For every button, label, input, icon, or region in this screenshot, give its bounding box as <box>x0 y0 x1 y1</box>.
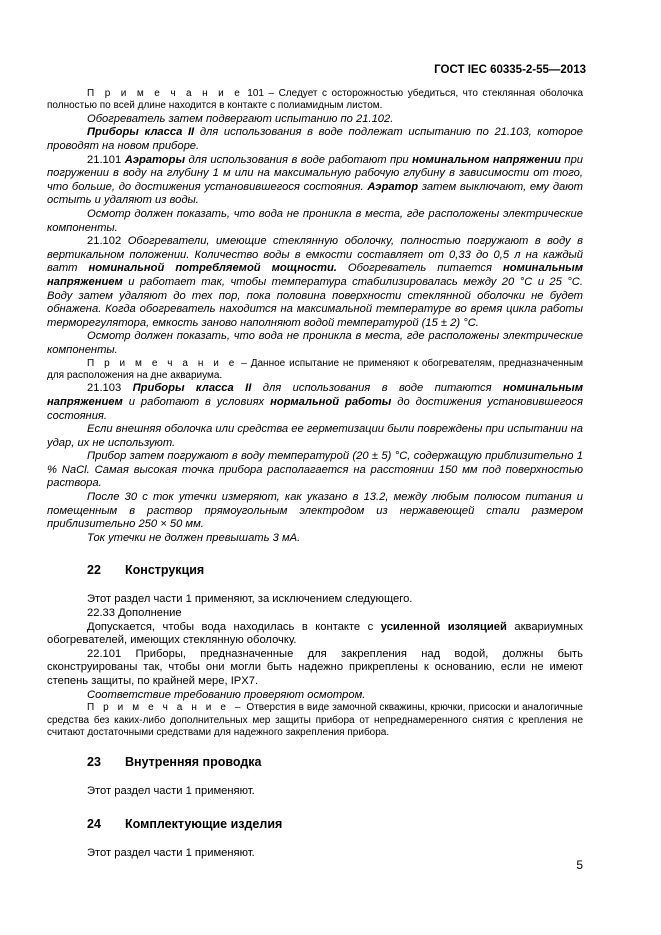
paragraph: Обогреватель затем подвергают испытанию по 21.102. <box>87 112 394 125</box>
paragraph: Допускается, чтобы вода находилась в контакте с усиленной изоляцией аквариумных обогревателей, имеющих стеклянную оболочку. <box>47 620 584 647</box>
note: П р и м е ч а н и е – Отверстия в виде замочной скважины, крючки, присоски и аналогичные средства без каких-либо дополнительных мер защиты прибора от непреднамеренного снятия с крепления не считают достаточными средствами для надежного закрепления прибора. <box>47 702 583 738</box>
paragraph: После 30 с ток утечки измеряют, как указано в 13.2, между любым полюсом питания и помещенным в раствор прямоугольным электродом из нержавеющей стали размером приблизительно 250 × 50 мм. <box>47 491 583 531</box>
paragraph: Этот раздел части 1 применяют. <box>87 847 255 859</box>
note: П р и м е ч а н и е – Данное испытание не применяют к обогревателям, предназначенным для расположения на дне аквариума. <box>47 357 583 381</box>
page-content <box>47 88 583 861</box>
paragraph: Этот раздел части 1 применяют. <box>87 785 255 798</box>
paragraph: Осмотр должен показать, что вода не проникла в места, где расположены электрические компоненты. <box>47 330 583 356</box>
paragraph: Прибор затем погружают в воду температурой (20 ± 5) °C, содержащую приблизительно 1 % NaCl. Самая высокая точка прибора располагается на расстоянии 150 мм под поверхностью раствора. <box>47 450 583 490</box>
paragraph: Этот раздел части 1 применяют, за исключением следующего. <box>87 593 413 606</box>
paragraph: 22.33 Дополнение <box>87 607 182 620</box>
note-101: П р и м е ч а н и е 101 – Следует с осторожностью убедиться, что стеклянная оболочка полностью по всей длине находится в контакте с полиамидным листом. <box>47 88 584 112</box>
clause-22-101: 22.101 Приборы, предназначенные для закрепления над водой, должны быть сконструированы так, чтобы они могли быть надежно прикреплены к основанию, если не имеют степень защиты, по крайней мере, IPX7. <box>47 647 583 687</box>
paragraph: Ток утечки не должен превышать 3 мА. <box>87 531 301 544</box>
clause-21-102: 21.102 Обогреватели, имеющие стеклянную оболочку, полностью погружают в воду в вертикальном положении. Количество воды в емкости составляет от 0,33 до 0,5 л на каждый ватт номинальной потребляемой мощности. Обогреватель питается номинальным напряжением и работает так, чтобы температура стабилизировалась между 20 °C и 25 °C. Воду затем удаляют до тех пор, пока половина поверхности стеклянной оболочки не будет обнажена. Когда обогреватель находится на максимальной температуре во время цикла работы терморегулятора, емкость заново наполняют водой температурой (15 ± 2) °C. <box>47 235 583 329</box>
paragraph: Приборы класса II для использования в воде подлежат испытанию по 21.103, которое проводят на новом приборе. <box>47 126 583 152</box>
section-heading-24: 24 Комплектующие изделия <box>87 817 283 831</box>
paragraph: Соответствие требованию проверяют осмотром. <box>87 688 366 701</box>
paragraph: Осмотр должен показать, что вода не проникла в места, где расположены электрические компоненты. <box>47 207 583 234</box>
clause-21-101: 21.101 Аэраторы для использования в воде работают при номинальном напряжении при погружении в воду на глубину 1 м или на максимальную рабочую глубину в зависимости от того, что больше, до достижения установившегося состояния. Аэратор затем выключают, ему дают остыть и удаляют из воды. <box>47 153 584 207</box>
section-heading-23: 23 Внутренняя проводка <box>87 755 262 770</box>
clause-21-103: 21.103 Приборы класса II для использования в воде питаются номинальным напряжением и работают в условиях нормальной работы до достижения установившегося состояния. <box>47 382 583 422</box>
paragraph: Если внешняя оболочка или средства ее герметизации были повреждены при испытании на удар, их не используют. <box>47 423 583 449</box>
page-number: 5 <box>576 858 583 872</box>
section-heading-22: 22 Конструкция <box>87 563 205 578</box>
document-header: ГОСТ IEC 60335-2-55—2013 <box>434 64 586 76</box>
